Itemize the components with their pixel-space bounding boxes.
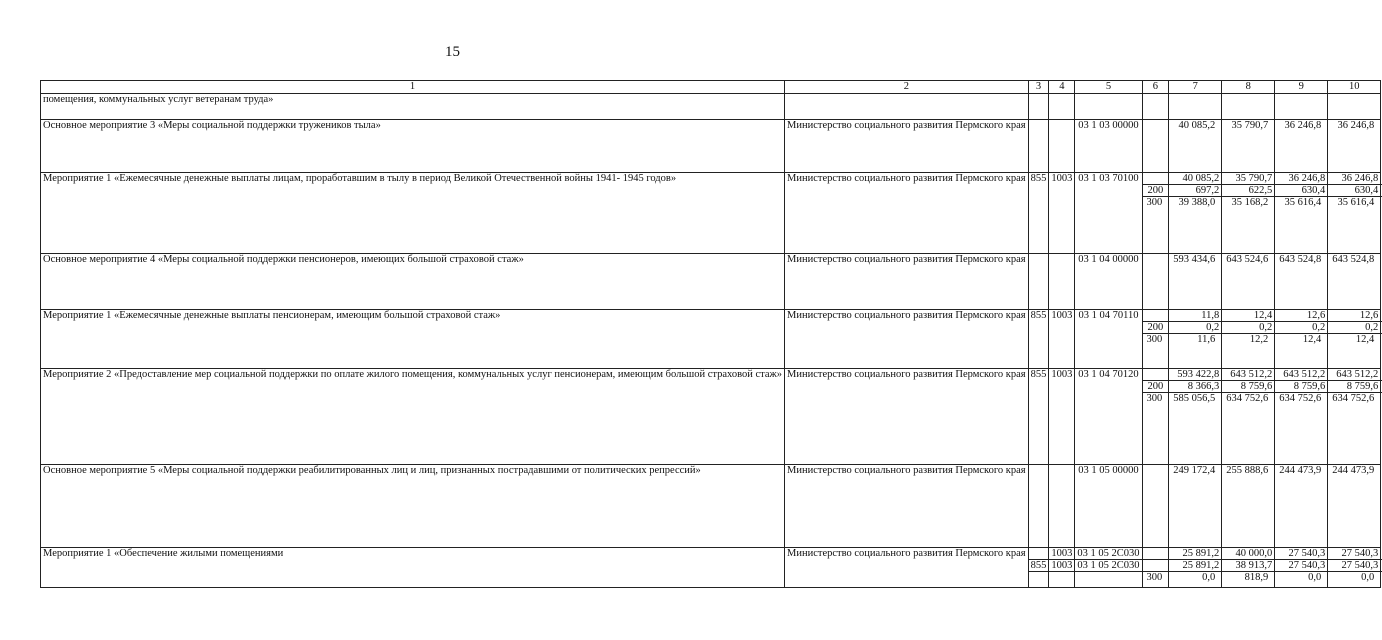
amount-col9-cell-line: 27 540,3 xyxy=(1275,548,1329,560)
expense-type-cell-line: 300 xyxy=(1146,197,1163,208)
measure-name-cell: Мероприятие 1 «Ежемесячные денежные выплаты лицам, проработавшим в тылу в период Великой Отечественной войны 1941- 1945 годов» xyxy=(41,173,785,254)
executor-cell: Министерство социального развития Пермского края xyxy=(785,548,1029,588)
expense-type-cell xyxy=(1142,173,1169,254)
expense-type-cell xyxy=(1142,548,1169,588)
header-cell: 10 xyxy=(1328,81,1381,94)
amount-col7-cell xyxy=(1169,310,1222,369)
amount-col10-cell xyxy=(1328,310,1381,369)
expense-type-cell-line: 200 xyxy=(1143,322,1171,334)
amount-col7-cell xyxy=(1169,369,1222,465)
target-article-cell xyxy=(1075,94,1142,120)
amount-col9-cell xyxy=(1275,548,1328,588)
amount-col10-cell-line: 643 512,2 xyxy=(1328,369,1382,381)
amount-col9-cell xyxy=(1275,310,1328,369)
target-article-cell-line xyxy=(1077,572,1139,583)
amount-col10-cell-line: 36 246,8 xyxy=(1328,173,1382,185)
amount-col7-cell xyxy=(1169,173,1222,254)
amount-col8-cell-line: 12,4 xyxy=(1222,310,1276,322)
expense-type-cell xyxy=(1142,465,1169,548)
target-article-cell-line: 03 1 05 2С030 xyxy=(1075,560,1143,572)
amount-col7-cell-line: 249 172,4 xyxy=(1173,465,1216,476)
section-code-cell-line: 1003 xyxy=(1049,548,1076,560)
ministry-code-cell-line xyxy=(1029,548,1051,560)
amount-col10-cell xyxy=(1328,120,1381,173)
ministry-code-cell: 855 xyxy=(1028,310,1049,369)
amount-col7-cell-line: 25 891,2 xyxy=(1169,560,1223,572)
expense-type-cell-line xyxy=(1143,310,1171,322)
target-article-cell: 03 1 03 00000 xyxy=(1075,120,1142,173)
expense-type-cell-line xyxy=(1143,560,1171,572)
amount-col7-cell xyxy=(1169,254,1222,310)
executor-cell: Министерство социального развития Пермского края xyxy=(785,173,1029,254)
amount-col10-cell-line: 0,0 xyxy=(1361,572,1375,583)
measure-name-cell: помещения, коммунальных услуг ветеранам труда» xyxy=(41,94,785,120)
amount-col10-cell xyxy=(1328,254,1381,310)
header-cell: 1 xyxy=(41,81,785,94)
header-cell: 8 xyxy=(1222,81,1275,94)
amount-col10-cell-line: 630,4 xyxy=(1328,185,1382,197)
section-code-cell-line: 1003 xyxy=(1049,560,1076,572)
measure-name-cell: Мероприятие 2 «Предоставление мер социальной поддержки по оплате жилого помещения, коммунальных услуг пенсионерам, имеющим большой страховой стаж» xyxy=(41,369,785,465)
ministry-code-cell: 855 xyxy=(1028,173,1049,254)
amount-col7-cell xyxy=(1169,465,1222,548)
amount-col10-cell xyxy=(1328,369,1381,465)
amount-col8-cell xyxy=(1222,465,1275,548)
amount-col7-cell-line: 39 388,0 xyxy=(1178,197,1216,208)
measure-name-cell: Мероприятие 1 «Обеспечение жилыми помещениями xyxy=(41,548,785,588)
amount-col8-cell xyxy=(1222,310,1275,369)
header-cell: 9 xyxy=(1275,81,1328,94)
amount-col7-cell-line: 11,6 xyxy=(1197,334,1216,345)
amount-col10-cell-line: 643 524,8 xyxy=(1332,254,1375,265)
amount-col9-cell xyxy=(1275,465,1328,548)
measure-name-cell: Мероприятие 1 «Ежемесячные денежные выплаты пенсионерам, имеющим большой страховой стаж» xyxy=(41,310,785,369)
ministry-code-cell xyxy=(1028,254,1049,310)
ministry-code-cell xyxy=(1028,94,1049,120)
amount-col9-cell xyxy=(1275,173,1328,254)
expense-type-cell-line: 300 xyxy=(1146,393,1163,404)
amount-col7-cell-line: 11,8 xyxy=(1169,310,1223,322)
section-code-cell: 1003 xyxy=(1049,310,1075,369)
target-article-cell: 03 1 04 00000 xyxy=(1075,254,1142,310)
expense-type-cell xyxy=(1142,120,1169,173)
expense-type-cell-line: 300 xyxy=(1146,334,1163,345)
executor-cell xyxy=(785,94,1029,120)
header-cell: 7 xyxy=(1169,81,1222,94)
amount-col9-cell xyxy=(1275,254,1328,310)
expense-type-cell xyxy=(1142,310,1169,369)
amount-col9-cell xyxy=(1275,94,1328,120)
amount-col8-cell xyxy=(1222,369,1275,465)
amount-col9-cell-line: 0,2 xyxy=(1275,322,1329,334)
header-cell: 6 xyxy=(1142,81,1169,94)
expense-type-cell-line xyxy=(1145,120,1167,131)
amount-col9-cell-line: 630,4 xyxy=(1275,185,1329,197)
amount-col9-cell-line: 36 246,8 xyxy=(1284,120,1322,131)
amount-col10-cell-line: 12,4 xyxy=(1355,334,1375,345)
target-article-cell-line: 03 1 05 2С030 xyxy=(1075,548,1143,560)
expense-type-cell xyxy=(1142,369,1169,465)
header-cell: 5 xyxy=(1075,81,1142,94)
expense-type-cell-line xyxy=(1145,254,1167,265)
amount-col10-cell xyxy=(1328,548,1381,588)
amount-col8-cell xyxy=(1222,173,1275,254)
ministry-code-cell xyxy=(1028,548,1049,588)
amount-col7-cell-line: 40 085,2 xyxy=(1169,173,1223,185)
section-code-cell: 1003 xyxy=(1049,369,1075,465)
amount-col7-cell-line: 585 056,5 xyxy=(1173,393,1216,404)
amount-col9-cell-line: 244 473,9 xyxy=(1279,465,1322,476)
executor-cell: Министерство социального развития Пермского края xyxy=(785,120,1029,173)
amount-col7-cell-line: 0,0 xyxy=(1202,572,1216,583)
amount-col8-cell-line: 40 000,0 xyxy=(1222,548,1276,560)
expense-type-cell xyxy=(1142,94,1169,120)
expense-type-cell-line xyxy=(1143,369,1171,381)
target-article-cell: 03 1 04 70120 xyxy=(1075,369,1142,465)
amount-col8-cell xyxy=(1222,254,1275,310)
amount-col8-cell-line: 643 524,6 xyxy=(1226,254,1269,265)
amount-col8-cell-line: 12,2 xyxy=(1249,334,1269,345)
table-row xyxy=(41,310,1381,369)
table-row xyxy=(41,120,1381,173)
amount-col8-cell-line: 35 790,7 xyxy=(1222,173,1276,185)
expense-type-cell-line xyxy=(1143,173,1171,185)
table-row xyxy=(41,369,1381,465)
amount-col8-cell-line: 255 888,6 xyxy=(1226,465,1269,476)
amount-col8-cell-line: 818,9 xyxy=(1244,572,1269,583)
section-code-cell: 1003 xyxy=(1049,173,1075,254)
amount-col8-cell-line: 643 512,2 xyxy=(1222,369,1276,381)
amount-col9-cell-line: 643 524,8 xyxy=(1279,254,1322,265)
amount-col9-cell-line: 634 752,6 xyxy=(1279,393,1322,404)
amount-col10-cell-line: 0,2 xyxy=(1328,322,1382,334)
budget-table xyxy=(40,80,1381,588)
amount-col7-cell-line: 8 366,3 xyxy=(1169,381,1223,393)
amount-col8-cell xyxy=(1222,94,1275,120)
page-number: 15 xyxy=(445,44,460,60)
measure-name-cell: Основное мероприятие 3 «Меры социальной поддержки тружеников тыла» xyxy=(41,120,785,173)
table-row xyxy=(41,94,1381,120)
amount-col7-cell-line: 0,2 xyxy=(1169,322,1223,334)
executor-cell: Министерство социального развития Пермского края xyxy=(785,310,1029,369)
amount-col7-cell-line: 593 422,8 xyxy=(1169,369,1223,381)
amount-col10-cell-line: 12,6 xyxy=(1328,310,1382,322)
header-cell: 3 xyxy=(1028,81,1049,94)
amount-col10-cell-line: 35 616,4 xyxy=(1337,197,1375,208)
ministry-code-cell-line xyxy=(1031,572,1047,583)
section-code-cell xyxy=(1049,120,1075,173)
amount-col9-cell-line: 35 616,4 xyxy=(1284,197,1322,208)
expense-type-cell-line xyxy=(1145,465,1167,476)
amount-col9-cell-line: 27 540,3 xyxy=(1275,560,1329,572)
target-article-cell: 03 1 05 00000 xyxy=(1075,465,1142,548)
amount-col8-cell-line: 634 752,6 xyxy=(1226,393,1269,404)
amount-col9-cell-line: 36 246,8 xyxy=(1275,173,1329,185)
ministry-code-cell xyxy=(1028,120,1049,173)
measure-name-cell: Основное мероприятие 5 «Меры социальной поддержки реабилитированных лиц и лиц, признанных пострадавшими от политических репрессий» xyxy=(41,465,785,548)
amount-col9-cell-line: 8 759,6 xyxy=(1275,381,1329,393)
expense-type-cell-line xyxy=(1143,548,1171,560)
amount-col10-cell-line: 634 752,6 xyxy=(1332,393,1375,404)
header-row xyxy=(41,81,1381,94)
amount-col7-cell-line: 593 434,6 xyxy=(1173,254,1216,265)
target-article-cell: 03 1 03 70100 xyxy=(1075,173,1142,254)
expense-type-cell-line: 200 xyxy=(1143,381,1171,393)
ministry-code-cell: 855 xyxy=(1028,369,1049,465)
amount-col9-cell-line: 643 512,2 xyxy=(1275,369,1329,381)
amount-col9-cell-line: 0,0 xyxy=(1308,572,1322,583)
executor-cell: Министерство социального развития Пермского края xyxy=(785,369,1029,465)
section-code-cell xyxy=(1049,548,1075,588)
amount-col9-cell-line: 12,6 xyxy=(1275,310,1329,322)
table-row xyxy=(41,254,1381,310)
amount-col8-cell-line: 35 790,7 xyxy=(1231,120,1269,131)
amount-col9-cell xyxy=(1275,120,1328,173)
table-body xyxy=(41,81,1381,588)
amount-col9-cell-line: 12,4 xyxy=(1302,334,1322,345)
amount-col8-cell-line: 35 168,2 xyxy=(1231,197,1269,208)
target-article-cell: 03 1 04 70110 xyxy=(1075,310,1142,369)
amount-col8-cell-line: 8 759,6 xyxy=(1222,381,1276,393)
amount-col8-cell-line: 38 913,7 xyxy=(1222,560,1276,572)
header-cell: 2 xyxy=(785,81,1029,94)
amount-col10-cell-line: 36 246,8 xyxy=(1337,120,1375,131)
amount-col7-cell-line: 25 891,2 xyxy=(1169,548,1223,560)
amount-col8-cell xyxy=(1222,548,1275,588)
amount-col8-cell-line: 622,5 xyxy=(1222,185,1276,197)
expense-type-cell xyxy=(1142,254,1169,310)
table-row xyxy=(41,173,1381,254)
amount-col7-cell xyxy=(1169,548,1222,588)
amount-col10-cell-line: 27 540,3 xyxy=(1328,548,1382,560)
amount-col7-cell-line: 697,2 xyxy=(1169,185,1223,197)
ministry-code-cell xyxy=(1028,465,1049,548)
section-code-cell xyxy=(1049,254,1075,310)
amount-col10-cell-line: 8 759,6 xyxy=(1328,381,1382,393)
amount-col7-cell xyxy=(1169,94,1222,120)
expense-type-cell-line: 300 xyxy=(1146,572,1163,583)
amount-col10-cell-line: 244 473,9 xyxy=(1332,465,1375,476)
section-code-cell xyxy=(1049,94,1075,120)
executor-cell: Министерство социального развития Пермского края xyxy=(785,465,1029,548)
table-row xyxy=(41,548,1381,588)
amount-col8-cell-line: 0,2 xyxy=(1222,322,1276,334)
target-article-cell xyxy=(1075,548,1142,588)
amount-col7-cell xyxy=(1169,120,1222,173)
ministry-code-cell-line: 855 xyxy=(1029,560,1051,572)
measure-name-cell: Основное мероприятие 4 «Меры социальной поддержки пенсионеров, имеющих большой страховой стаж» xyxy=(41,254,785,310)
amount-col7-cell-line: 40 085,2 xyxy=(1178,120,1216,131)
expense-type-cell-line: 200 xyxy=(1143,185,1171,197)
amount-col10-cell-line: 27 540,3 xyxy=(1328,560,1382,572)
amount-col9-cell xyxy=(1275,369,1328,465)
amount-col10-cell xyxy=(1328,465,1381,548)
amount-col10-cell xyxy=(1328,173,1381,254)
executor-cell: Министерство социального развития Пермского края xyxy=(785,254,1029,310)
section-code-cell-line xyxy=(1051,572,1072,583)
header-cell: 4 xyxy=(1049,81,1075,94)
amount-col10-cell xyxy=(1328,94,1381,120)
section-code-cell xyxy=(1049,465,1075,548)
amount-col8-cell xyxy=(1222,120,1275,173)
table-row xyxy=(41,465,1381,548)
